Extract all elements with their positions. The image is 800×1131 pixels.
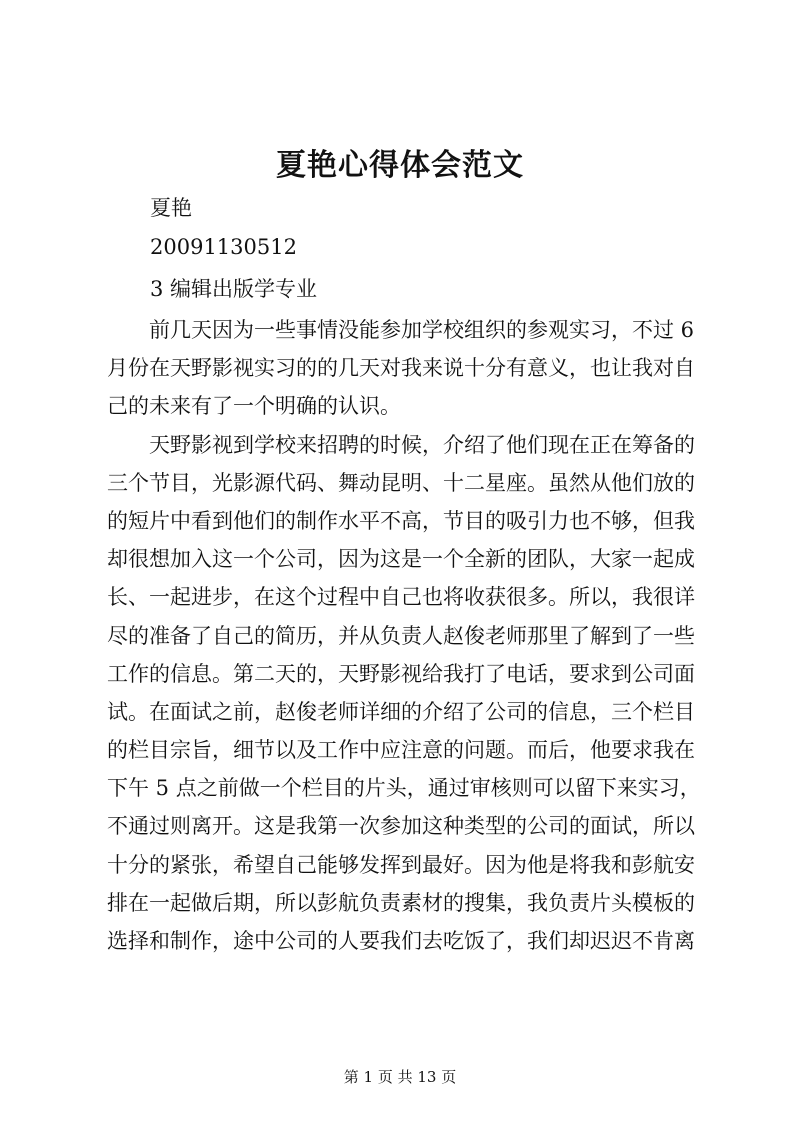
text-line: 十分的紧张，希望自己能够发挥到最好。因为他是将我和彭航安 [107,852,695,877]
text-line: 三个节目，光影源代码、舞动昆明、十二星座。虽然从他们放的 [107,470,695,495]
text-line: 的栏目宗旨，细节以及工作中应注意的问题。而后，他要求我在 [107,738,695,763]
text-line: 选择和制作，途中公司的人要我们去吃饭了，我们却迟迟不肯离 [107,929,695,953]
body-text [107,311,707,960]
text-line: 试。在面试之前，赵俊老师详细的介绍了公司的信息，三个栏目 [107,699,695,724]
page-footer: 第 1 页 共 13 页 [343,1068,457,1086]
text-line: 下午 5 点之前做一个栏目的片头，通过审核则可以留下来实习， [107,776,701,801]
text-line: 己的未来有了一个明确的认识。 [107,394,401,419]
document-title: 夏艳心得体会范文 [276,148,524,183]
major-line: 3 编辑出版学专业 [150,277,318,301]
text-line: 月份在天野影视实习的的几天对我来说十分有意义，也让我对自 [107,356,695,381]
text-line: 天野影视到学校来招聘的时候，介绍了他们现在正在筹备的 [149,432,695,457]
text-line: 工作的信息。第二天的，天野影视给我打了电话，要求到公司面 [107,661,695,686]
student-id: 20091130512 [150,235,297,259]
author-name: 夏艳 [150,196,192,220]
text-line: 长、一起进步，在这个过程中自己也将收获很多。所以，我很详 [107,585,695,610]
text-line: 不通过则离开。这是我第一次参加这种类型的公司的面试，所以 [107,814,695,839]
text-line: 的短片中看到他们的制作水平不高，节目的吸引力也不够，但我 [107,508,695,533]
text-line: 却很想加入这一个公司，因为这是一个全新的团队，大家一起成 [107,547,695,572]
text-line: 排在一起做后期，所以彭航负责素材的搜集，我负责片头模板的 [107,890,695,915]
text-line: 前几天因为一些事情没能参加学校组织的参观实习，不过 6 [149,318,695,342]
text-line: 尽的准备了自己的简历，并从负责人赵俊老师那里了解到了一些 [107,623,695,648]
